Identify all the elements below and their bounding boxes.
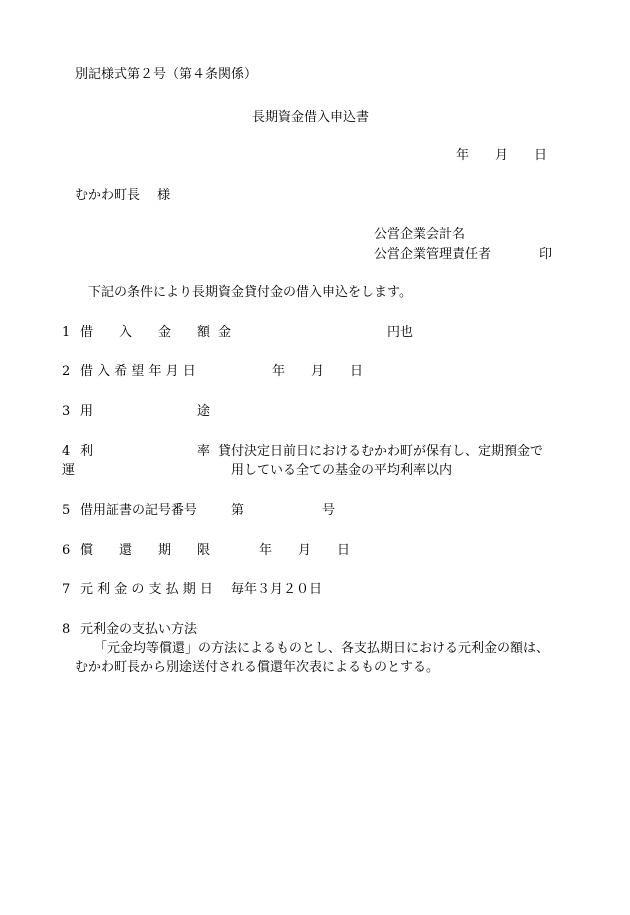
item-value: 毎年３月２０日 — [231, 582, 323, 597]
item-label: 借用証書の記号番号 — [80, 503, 198, 518]
item-value: 年 月 日 — [272, 364, 364, 379]
item-label: 元利金の支払い方法 — [80, 622, 198, 637]
item-value-continued: 用している全ての基金の平均利率以内 — [231, 463, 453, 478]
document-title: 長期資金借入申込書 — [252, 110, 370, 125]
item-number: 5 — [62, 503, 71, 518]
item-number: 3 — [62, 404, 71, 419]
item-label-continued: 運 — [62, 463, 76, 478]
item-label: 用 途 — [80, 404, 211, 419]
form-label: 別記様式第２号（第４条関係） — [75, 67, 258, 82]
payment-method-text: 「元金均等償還」の方法によるものとし、各支払期日における元利金の額は、 — [94, 641, 550, 656]
payment-method-text-continued: むかわ町長から別途送付される償還年次表によるものとする。 — [75, 660, 440, 675]
item-number: 2 — [62, 364, 71, 379]
item-value: 年 月 日 — [259, 543, 351, 558]
item-label: 償 還 期 限 — [80, 543, 211, 558]
item-label: 元 利 金 の 支 払 期 日 — [80, 582, 213, 597]
item-value: 貸付決定日前日におけるむかわ町が保有し、定期預金で — [218, 444, 544, 459]
item-number: 4 — [62, 444, 71, 459]
item-label: 借 入 希 望 年 月 日 — [80, 364, 196, 379]
item-value: 第 号 — [231, 503, 336, 518]
addressee: むかわ町長 様 — [75, 188, 171, 203]
accounting-name-label: 公営企業会計名 — [374, 227, 466, 242]
item-number: 7 — [62, 582, 71, 597]
item-value: 金 円也 — [218, 325, 414, 340]
item-number: 1 — [62, 325, 71, 340]
item-number: 6 — [62, 543, 71, 558]
manager-label: 公営企業管理責任者 — [374, 247, 492, 262]
intro-text: 下記の条件により長期資金貸付金の借入申込をします。 — [88, 285, 412, 300]
item-label: 利 率 — [80, 444, 211, 459]
item-label: 借 入 金 額 — [80, 325, 211, 340]
seal-mark: 印 — [539, 247, 553, 262]
date-line: 年 月 日 — [456, 148, 548, 163]
item-number: 8 — [62, 622, 71, 637]
